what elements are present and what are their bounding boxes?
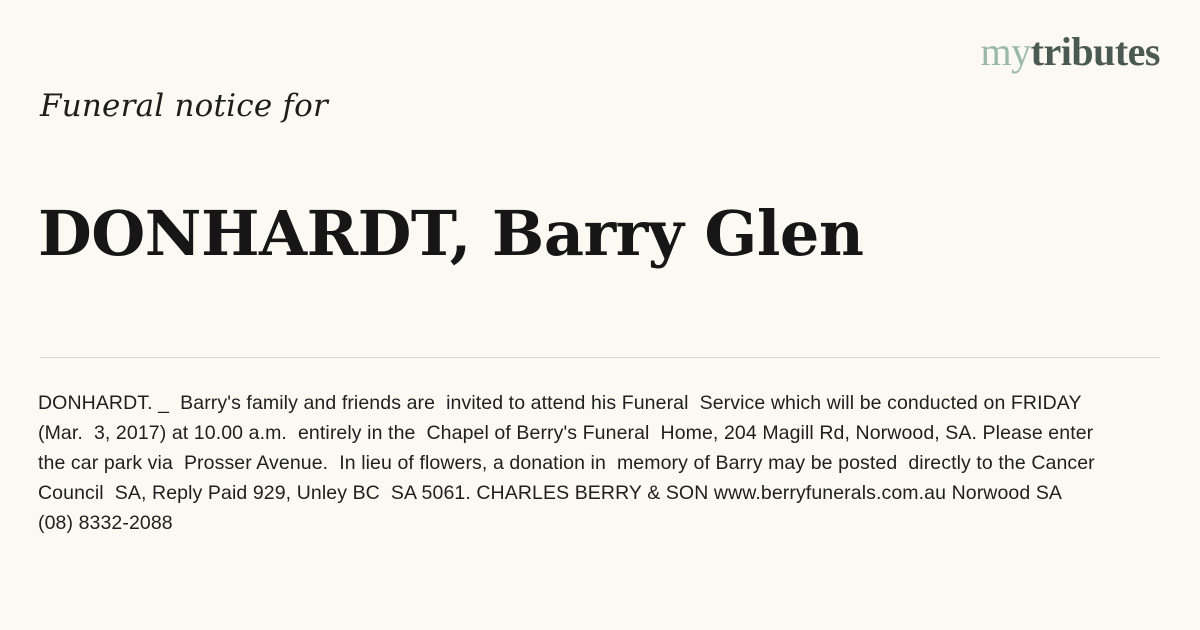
notice-body: DONHARDT. _ Barry's family and friends are invited to attend his Funeral Service which will be conducted on FRIDAY (Mar. 3, 2017) at 10.00 a.m. entirely in the Chapel of Berry's Funeral Home, 204 Magill Rd, Norwood, SA. Please enter the car park via Prosser Avenue. In lieu of flowers, a donation in memory of Barry may be posted directly to the Cancer Council SA, Reply Paid 929, Unley BC SA 5061. CHARLES BERRY & SON www.berryfunerals.com.au Norwood SA (08) 8332-2088 xyxy=(38,392,1101,534)
mytributes-logo[interactable] xyxy=(980,29,1160,74)
notice-eyebrow: Funeral notice for xyxy=(40,88,328,124)
divider xyxy=(40,357,1160,358)
logo-text-my: my xyxy=(980,29,1031,74)
logo-text-tributes: tributes xyxy=(1030,29,1160,74)
page-title: DONHARDT, Barry Glen xyxy=(38,197,864,270)
